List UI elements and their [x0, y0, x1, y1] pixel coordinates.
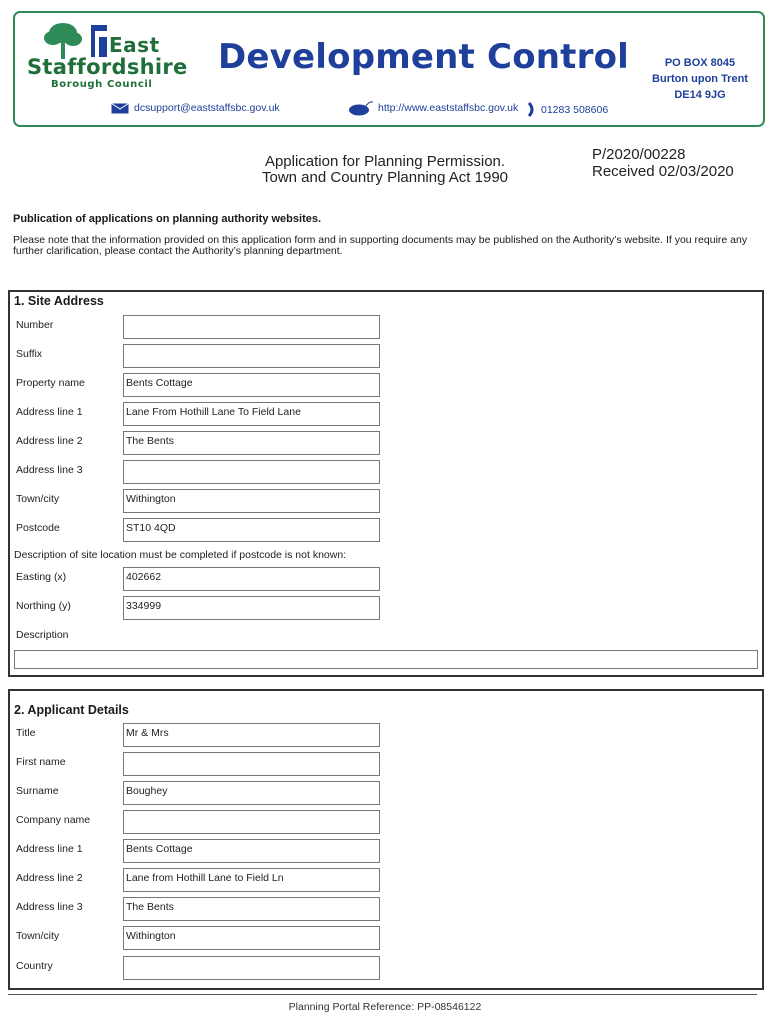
country-field[interactable] [123, 956, 380, 980]
postal-address [635, 55, 765, 103]
field-label: Easting (x) [16, 571, 67, 583]
field-label: Description [16, 629, 69, 641]
title-field[interactable]: Mr & Mrs [123, 723, 380, 747]
address-line2-field[interactable]: The Bents [123, 431, 380, 455]
application-title-line2: Town and Country Planning Act 1990 [262, 169, 508, 186]
field-label: First name [16, 756, 66, 768]
phone-icon [527, 102, 536, 117]
page-title: Development Control [218, 37, 629, 77]
field-label: Address line 1 [16, 406, 83, 418]
publication-text: Please note that the information provided on this application form and in supporting documents may be published on the Authority’s website. If you require any further clarification, please contact the Authority’s planning department. [13, 234, 748, 257]
field-label: Town/city [16, 493, 60, 505]
field-label: Country [16, 960, 53, 972]
address-line1-field[interactable]: Bents Cottage [123, 839, 380, 863]
po-box: PO BOX 8045 [664, 57, 736, 69]
field-label: Address line 1 [16, 843, 83, 855]
field-label: Northing (y) [16, 600, 71, 612]
field-label: Surname [16, 785, 59, 797]
field-label: Title [16, 727, 36, 739]
surname-field[interactable]: Boughey [123, 781, 380, 805]
address-line1-field[interactable]: Lane From Hothill Lane To Field Lane [123, 402, 380, 426]
postcode-field[interactable]: ST10 4QD [123, 518, 380, 542]
town-city-field[interactable]: Withington [123, 489, 380, 513]
logo-text-staffordshire: Staffordshire [27, 55, 188, 79]
contact-email[interactable] [111, 102, 280, 114]
property-name-field[interactable]: Bents Cottage [123, 373, 380, 397]
field-label: Address line 2 [16, 435, 83, 447]
council-logo [27, 21, 188, 91]
application-title-line1: Application for Planning Permission. [264, 153, 506, 170]
application-title [240, 154, 530, 186]
suffix-field[interactable] [123, 344, 380, 368]
footer-divider [8, 994, 757, 995]
logo-text-borough: Borough Council [51, 79, 153, 90]
first-name-field[interactable] [123, 752, 380, 776]
site-address-section [8, 290, 764, 677]
location-note: Description of site location must be completed if postcode is not known: [14, 549, 347, 561]
address-line2-field[interactable]: Lane from Hothill Lane to Field Ln [123, 868, 380, 892]
footer-reference: Planning Portal Reference: PP-08546122 [288, 1001, 482, 1013]
address-line3-field[interactable] [123, 460, 380, 484]
field-label: Number [16, 319, 54, 331]
section-title: 1. Site Address [14, 294, 104, 308]
section-title: 2. Applicant Details [14, 703, 129, 717]
contact-phone[interactable] [527, 102, 608, 117]
field-label: Postcode [16, 522, 60, 534]
northing-field[interactable]: 334999 [123, 596, 380, 620]
contact-website[interactable] [349, 100, 518, 116]
town-city-field[interactable]: Withington [123, 926, 380, 950]
mouse-icon [349, 100, 373, 116]
field-label: Address line 3 [16, 464, 83, 476]
phone-text: 01283 508606 [541, 103, 609, 116]
applicant-details-section [8, 689, 764, 990]
email-text: dcsupport@eaststaffsbc.gov.uk [134, 102, 280, 114]
website-text: http://www.eaststaffsbc.gov.uk [378, 102, 519, 114]
letterhead [13, 11, 765, 127]
field-label: Town/city [16, 930, 60, 942]
field-label: Suffix [16, 348, 43, 360]
field-label: Property name [16, 377, 85, 389]
field-label: Address line 2 [16, 872, 83, 884]
publication-heading: Publication of applications on planning authority websites. [13, 213, 322, 225]
number-field[interactable] [123, 315, 380, 339]
received-date: Received 02/03/2020 [592, 163, 734, 180]
field-label: Company name [16, 814, 91, 826]
reference-number: P/2020/00228 [592, 146, 686, 163]
easting-field[interactable]: 402662 [123, 567, 380, 591]
application-reference [592, 146, 734, 180]
logo-text-east: East [109, 33, 160, 57]
address-line3-field[interactable]: The Bents [123, 897, 380, 921]
town: Burton upon Trent [652, 73, 748, 85]
envelope-icon [111, 103, 129, 114]
field-label: Address line 3 [16, 901, 83, 913]
description-field[interactable] [14, 650, 758, 669]
postcode: DE14 9JG [674, 89, 726, 101]
company-name-field[interactable] [123, 810, 380, 834]
